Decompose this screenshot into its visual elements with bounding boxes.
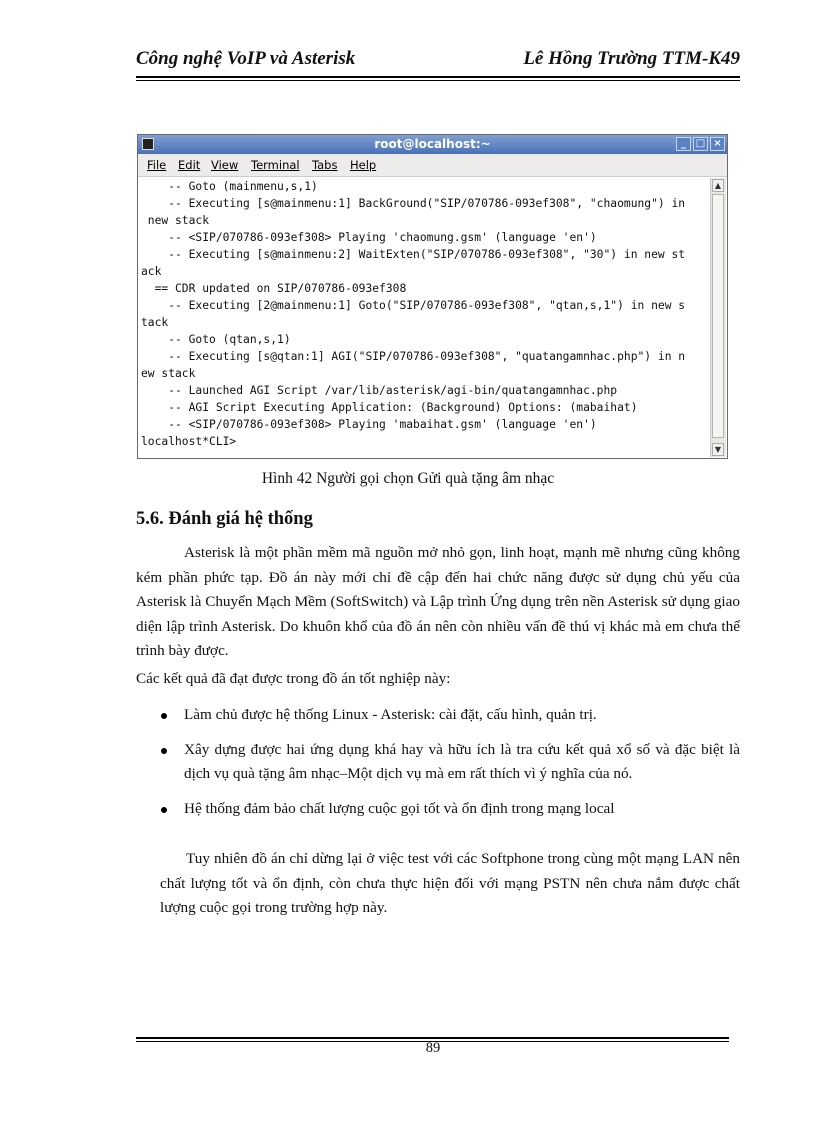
scroll-down-icon[interactable]: ▼ xyxy=(712,443,724,456)
console-line: == CDR updated on SIP/070786-093ef308 xyxy=(141,282,407,295)
console-line: ack xyxy=(141,265,162,278)
terminal-console[interactable] xyxy=(141,178,708,456)
paragraph-intro: Asterisk là một phần mềm mã nguồn mở nhỏ gọn, linh hoạt, mạnh mẽ nhưng cũng không kém phần phức tạp. Đồ án này mới chỉ đề cập đến hai chức năng được sử dụng chủ yếu của Asterisk là Chuyển Mạch Mềm (SoftSwitch) và Lập trình Ứng dụng trên nền Asterisk sử dụng giao diện lập trình Asterisk. Do khuôn khổ của đồ án nên còn nhiều vấn đề thú vị khác mà em chưa thể trình bày được. xyxy=(136,544,740,659)
terminal-menubar xyxy=(138,154,727,177)
terminal-titlebar xyxy=(138,135,727,154)
page-header xyxy=(136,48,740,76)
console-line: tack xyxy=(141,316,169,329)
menu-view[interactable]: View xyxy=(211,158,239,172)
bullet-icon xyxy=(161,748,167,754)
maximize-icon[interactable]: □ xyxy=(693,137,708,151)
scroll-up-icon[interactable]: ▲ xyxy=(712,179,724,192)
page-number: 89 xyxy=(425,1040,441,1056)
console-prompt: localhost*CLI> xyxy=(141,435,237,448)
section-title: 5.6. Đánh giá hệ thống xyxy=(136,509,313,529)
list-item xyxy=(160,703,740,727)
menu-help[interactable]: Help xyxy=(350,158,377,172)
menu-tabs[interactable]: Tabs xyxy=(312,158,338,172)
header-right-title: Lê Hồng Trường TTM-K49 xyxy=(523,48,740,69)
console-line: ew stack xyxy=(141,367,196,380)
paragraph-results-lead: Các kết quả đã đạt được trong đồ án tốt nghiệp này: xyxy=(136,670,451,687)
list-item xyxy=(160,797,740,821)
menu-file[interactable]: File xyxy=(147,158,167,172)
header-rule xyxy=(136,76,740,78)
console-line: -- <SIP/070786-093ef308> Playing 'chaomung.gsm' (language 'en') xyxy=(141,231,597,244)
console-line: -- Executing [2@mainmenu:1] Goto("SIP/070786-093ef308", "qtan,s,1") in new s xyxy=(141,299,686,312)
list-item-text: Xây dựng được hai ứng dụng khá hay và hữu ích là tra cứu kết quả xổ số và đặc biệt là dịch vụ quà tặng âm nhạc–Một dịch vụ mà em rất thích vì ý nghĩa của nó. xyxy=(184,741,740,782)
header-left-title: Công nghệ VoIP và Asterisk xyxy=(136,48,356,69)
bullet-icon xyxy=(161,713,167,719)
scrollbar-thumb[interactable] xyxy=(712,194,724,438)
close-icon[interactable]: × xyxy=(710,137,725,151)
console-line: -- Goto (qtan,s,1) xyxy=(141,333,291,346)
list-item-text: Làm chủ được hệ thống Linux - Asterisk: cài đặt, cấu hình, quản trị. xyxy=(184,706,597,723)
menu-edit[interactable]: Edit xyxy=(178,158,201,172)
paragraph-limitations: Tuy nhiên đồ án chỉ dừng lại ở việc test với các Softphone trong cùng một mạng LAN nên chất lượng tốt và ổn định, còn chưa thực hiện đối với mạng PSTN nên chưa nắm được chất lượng cuộc gọi trong trường hợp này. xyxy=(160,850,740,916)
list-item-text: Hệ thống đảm bảo chất lượng cuộc gọi tốt và ổn định trong mạng local xyxy=(184,800,615,817)
header-rule-thin xyxy=(136,80,740,81)
minimize-icon[interactable]: _ xyxy=(676,137,691,151)
footer-rule xyxy=(136,1037,729,1039)
console-line: new stack xyxy=(141,214,210,227)
terminal-window xyxy=(137,134,728,459)
terminal-scrollbar[interactable] xyxy=(710,178,726,457)
console-line: -- Launched AGI Script /var/lib/asterisk/agi-bin/quatangamnhac.php xyxy=(141,384,618,397)
figure-caption: Hình 42 Người gọi chọn Gửi quà tặng âm nhạc xyxy=(261,470,555,487)
console-line: -- Executing [s@qtan:1] AGI("SIP/070786-093ef308", "quatangamnhac.php") in n xyxy=(141,350,686,363)
terminal-title: root@localhost:~ xyxy=(374,137,491,151)
menu-terminal[interactable]: Terminal xyxy=(251,158,300,172)
console-line: -- Goto (mainmenu,s,1) xyxy=(141,180,318,193)
bullet-icon xyxy=(161,807,167,813)
console-line: -- Executing [s@mainmenu:1] BackGround("SIP/070786-093ef308", "chaomung") in xyxy=(141,197,686,210)
console-line: -- <SIP/070786-093ef308> Playing 'mabaihat.gsm' (language 'en') xyxy=(141,418,597,431)
console-line: -- AGI Script Executing Application: (Background) Options: (mabaihat) xyxy=(141,401,638,414)
results-list xyxy=(160,703,740,832)
list-item xyxy=(160,738,740,786)
console-line: -- Executing [s@mainmenu:2] WaitExten("SIP/070786-093ef308", "30") in new st xyxy=(141,248,686,261)
